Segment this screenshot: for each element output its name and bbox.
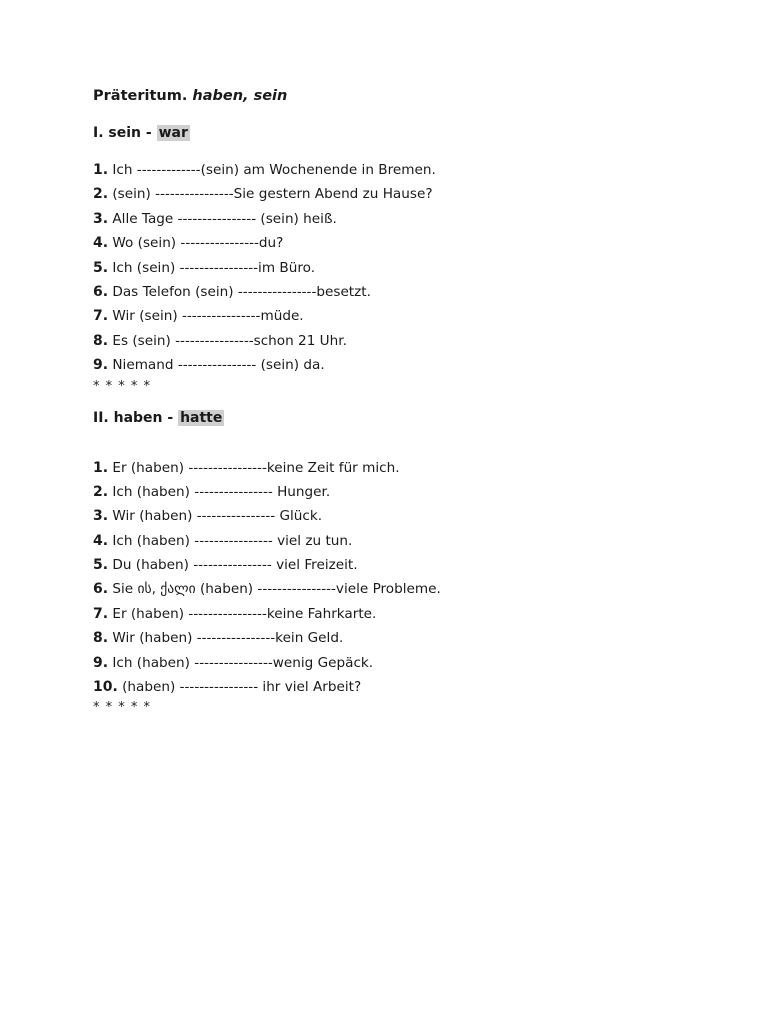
item-text: Niemand ---------------- (sein) da.: [108, 357, 325, 374]
item-text: Du (haben) ---------------- viel Freizeit.: [108, 557, 358, 574]
item-number: 5.: [93, 259, 109, 276]
document-page: [93, 85, 713, 717]
exercise-item: [93, 504, 713, 528]
item-text: Das Telefon (sein) ----------------besetzt.: [108, 283, 371, 300]
highlighted-form: hatte: [180, 409, 223, 426]
exercise-item: [93, 304, 713, 328]
section-separator-stars: * * * * *: [93, 700, 152, 716]
item-number: 4.: [93, 532, 109, 549]
item-number: 9.: [93, 654, 109, 671]
item-text: Ich (haben) ----------------wenig Gepäck.: [108, 654, 374, 671]
item-number: 3.: [93, 508, 109, 525]
exercise-item: [93, 602, 713, 626]
item-number: 6.: [93, 581, 109, 598]
section-heading-haben: [93, 407, 713, 429]
section-heading-prefix: II. haben -: [93, 409, 179, 426]
section-heading-sein: [93, 122, 713, 144]
exercise-item: [93, 256, 713, 280]
item-text: Ich (sein) ----------------im Büro.: [108, 259, 316, 276]
item-text: Sie ის, ქალი (haben) ----------------viele Probleme.: [108, 581, 441, 598]
item-number: 8.: [93, 332, 109, 349]
highlighted-form: war: [158, 125, 188, 141]
item-number: 9.: [93, 357, 109, 374]
item-text: Wir (haben) ---------------- Glück.: [108, 508, 323, 525]
item-text: Er (haben) ----------------keine Fahrkarte.: [108, 605, 377, 622]
exercise-item: [93, 158, 713, 182]
item-number: 5.: [93, 557, 109, 574]
exercise-item: [93, 280, 713, 304]
exercise-item: [93, 207, 713, 231]
exercise-item: [93, 480, 713, 504]
exercise-list-haben: [93, 456, 713, 700]
item-number: 4.: [93, 235, 109, 252]
item-number: 3.: [93, 210, 109, 227]
exercise-item: [93, 353, 713, 377]
item-text: Es (sein) ----------------schon 21 Uhr.: [108, 332, 347, 349]
exercise-item: [93, 577, 713, 601]
item-number: 1.: [93, 459, 109, 476]
exercise-item: [93, 329, 713, 353]
exercise-item: [93, 651, 713, 675]
item-text: Wir (sein) ----------------müde.: [108, 308, 304, 325]
item-number: 7.: [93, 308, 109, 325]
item-number: 10.: [93, 679, 118, 696]
item-text: Ich (haben) ---------------- Hunger.: [108, 483, 331, 500]
item-number: 6.: [93, 283, 109, 300]
item-number: 1.: [93, 162, 109, 178]
exercise-item: [93, 182, 713, 206]
exercise-item: [93, 529, 713, 553]
exercise-item: [93, 231, 713, 255]
title-italic: haben, sein: [192, 88, 288, 104]
item-number: 2.: [93, 186, 109, 203]
section-heading-prefix: I. sein -: [93, 125, 157, 141]
item-text: Wo (sein) ----------------du?: [108, 235, 284, 252]
title-prefix: Präteritum.: [93, 88, 193, 104]
item-text: (haben) ---------------- ihr viel Arbeit?: [117, 679, 362, 696]
document-title: [93, 85, 713, 107]
item-number: 8.: [93, 630, 109, 647]
exercise-item: [93, 626, 713, 650]
section-separator-stars: * * * * *: [93, 378, 152, 394]
item-text: Alle Tage ---------------- (sein) heiß.: [108, 210, 337, 227]
item-number: 7.: [93, 605, 109, 622]
exercise-item: [93, 456, 713, 480]
item-text: Ich -------------(sein) am Wochenende in Bremen.: [108, 162, 436, 178]
item-text: Wir (haben) ----------------kein Geld.: [108, 630, 344, 647]
item-text: Er (haben) ----------------keine Zeit für mich.: [108, 459, 400, 476]
item-number: 2.: [93, 483, 109, 500]
exercise-item: [93, 553, 713, 577]
exercise-item: [93, 675, 713, 699]
item-text: (sein) ----------------Sie gestern Abend zu Hause?: [108, 186, 433, 203]
exercise-list-sein: [93, 158, 713, 378]
item-text: Ich (haben) ---------------- viel zu tun.: [108, 532, 353, 549]
